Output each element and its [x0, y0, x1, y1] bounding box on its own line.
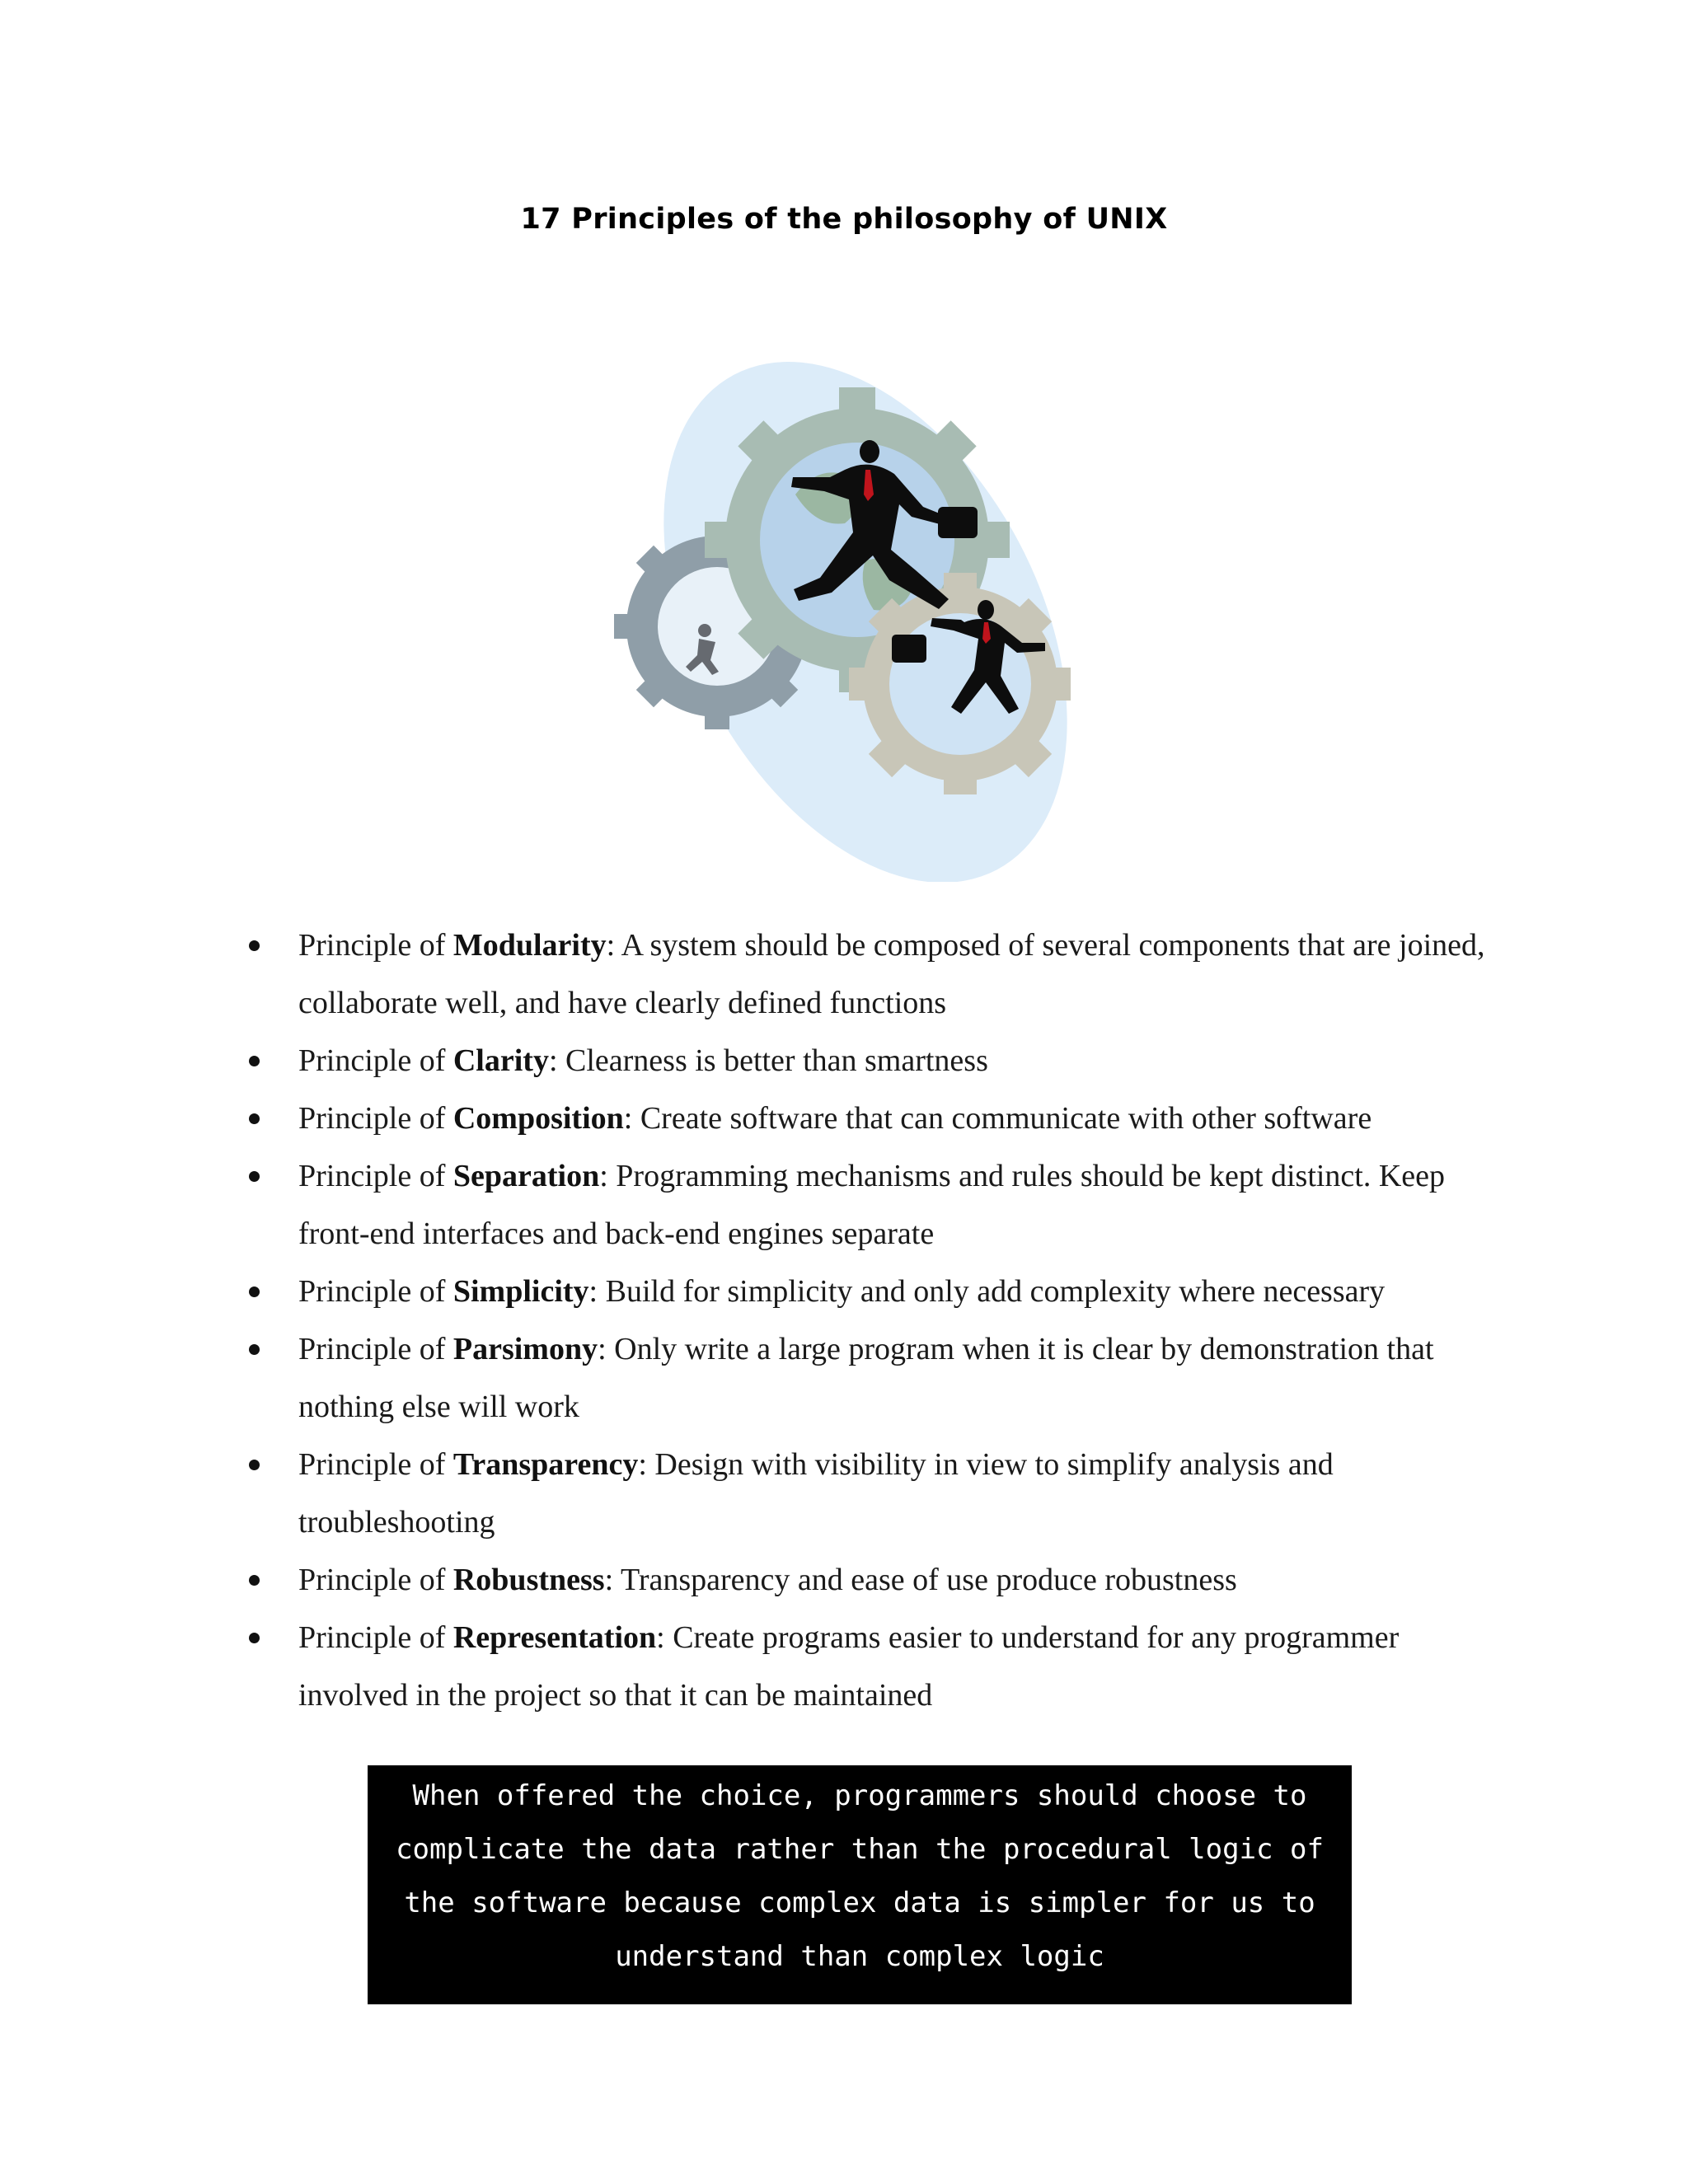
bullet-icon	[249, 1286, 260, 1297]
bullet-icon	[249, 1633, 260, 1643]
bullet-icon	[249, 1171, 260, 1182]
bullet-icon	[249, 1460, 260, 1470]
list-item: Principle of Separation: Programming mechanisms and rules should be kept distinct. Keep front-end interfaces and back-end engines separate	[239, 1147, 1492, 1263]
list-item: Principle of Transparency: Design with visibility in view to simplify analysis and troubleshooting	[239, 1436, 1492, 1551]
list-item: Principle of Parsimony: Only write a large program when it is clear by demonstration that nothing else will work	[239, 1320, 1492, 1436]
bullet-icon	[249, 940, 260, 951]
list-item: Principle of Representation: Create programs easier to understand for any programmer involved in the project so that it can be maintained	[239, 1609, 1492, 1724]
business-people-gears-icon	[593, 354, 1104, 882]
page-title: 17 Principles of the philosophy of UNIX	[520, 203, 1168, 236]
bullet-icon	[249, 1056, 260, 1066]
quote-box: When offered the choice, programmers should choose to complicate the data rather than the procedural logic of the software because complex data is simpler for us to understand than complex logic	[368, 1765, 1352, 2004]
list-item: Principle of Composition: Create software that can communicate with other software	[239, 1090, 1492, 1147]
list-item: Principle of Simplicity: Build for simplicity and only add complexity where necessary	[239, 1263, 1492, 1320]
bullet-icon	[249, 1575, 260, 1586]
list-item: Principle of Clarity: Clearness is better than smartness	[239, 1032, 1492, 1090]
list-item: Principle of Modularity: A system should be composed of several components that are joined, collaborate well, and have clearly defined functions	[239, 916, 1492, 1032]
principles-list	[239, 916, 1492, 1724]
bullet-icon	[249, 1113, 260, 1124]
bullet-icon	[249, 1344, 260, 1355]
list-item: Principle of Robustness: Transparency and ease of use produce robustness	[239, 1551, 1492, 1609]
